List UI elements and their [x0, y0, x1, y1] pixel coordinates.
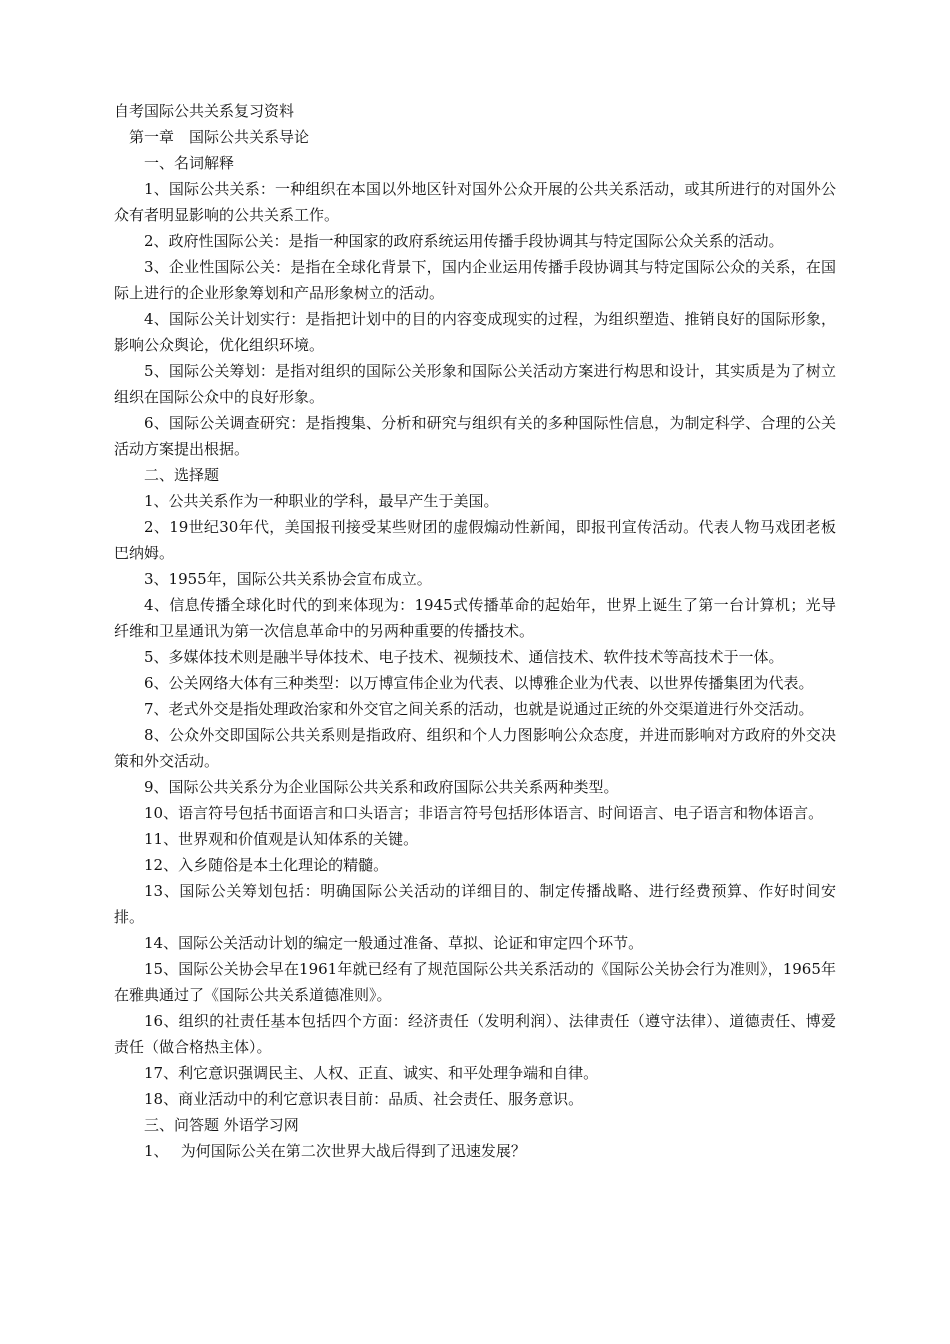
definition-item: 4、国际公关计划实行：是指把计划中的目的内容变成现实的过程，为组织塑造、推销良好的国际形象，影响公众舆论，优化组织环境。 — [114, 310, 836, 354]
choice-item: 13、国际公关筹划包括：明确国际公关活动的详细目的、制定传播战略、进行经费预算、作好时间安排。 — [114, 882, 836, 926]
choice-item: 7、老式外交是指处理政治家和外交官之间关系的活动，也就是说通过正统的外交渠道进行外交活动。 — [144, 700, 814, 718]
choice-item: 10、语言符号包括书面语言和口头语言；非语言符号包括形体语言、时间语言、电子语言和物体语言。 — [144, 804, 824, 822]
choice-item: 6、公关网络大体有三种类型：以万博宣伟企业为代表、以博雅企业为代表、以世界传播集团为代表。 — [144, 674, 814, 692]
choice-item: 15、国际公关协会早在1961年就已经有了规范国际公共关系活动的《国际公关协会行为准则》，1965年在雅典通过了《国际公共关系道德准则》。 — [114, 960, 836, 1004]
choice-item: 9、国际公共关系分为企业国际公共关系和政府国际公共关系两种类型。 — [144, 778, 619, 796]
definition-item: 1、国际公共关系：一种组织在本国以外地区针对国外公众开展的公共关系活动，或其所进行的对国外公众有者明显影响的公共关系工作。 — [114, 180, 836, 224]
choice-item: 1、公共关系作为一种职业的学科，最早产生于美国。 — [144, 492, 499, 510]
choice-item: 17、利它意识强调民主、人权、正直、诚实、和平处理争端和自律。 — [144, 1064, 599, 1082]
definition-item: 3、企业性国际公关：是指在全球化背景下，国内企业运用传播手段协调其与特定国际公众的关系，在国际上进行的企业形象筹划和产品形象树立的活动。 — [114, 258, 836, 302]
choice-item: 2、19世纪30年代，美国报刊接受某些财团的虚假煽动性新闻，即报刊宣传活动。代表人物马戏团老板巴纳姆。 — [114, 518, 836, 562]
choice-item: 5、多媒体技术则是融半导体技术、电子技术、视频技术、通信技术、软件技术等高技术于一体。 — [144, 648, 784, 666]
section-heading-questions: 三、问答题 外语学习网 — [144, 1116, 299, 1134]
document-body — [114, 98, 836, 1164]
document-title: 自考国际公共关系复习资料 — [114, 102, 295, 120]
section-heading-choices: 二、选择题 — [144, 466, 220, 484]
definition-item: 6、国际公关调查研究：是指搜集、分析和研究与组织有关的多种国际性信息，为制定科学、合理的公关活动方案提出根据。 — [114, 414, 836, 458]
choice-item: 11、世界观和价值观是认知体系的关键。 — [144, 830, 419, 848]
choice-item: 8、公众外交即国际公共关系则是指政府、组织和个人力图影响公众态度，并进而影响对方政府的外交决策和外交活动。 — [114, 726, 836, 770]
chapter-heading: 第一章 国际公共关系导论 — [129, 128, 310, 146]
choice-item: 4、信息传播全球化时代的到来体现为：1945式传播革命的起始年，世界上诞生了第一台计算机；光导纤维和卫星通讯为第一次信息革命中的另两种重要的传播技术。 — [114, 596, 836, 640]
choice-item: 18、商业活动中的利它意识表目前：品质、社会责任、服务意识。 — [144, 1090, 584, 1108]
choice-item: 14、国际公关活动计划的编定一般通过准备、草拟、论证和审定四个环节。 — [144, 934, 644, 952]
definition-item: 5、国际公关筹划：是指对组织的国际公关形象和国际公关活动方案进行构思和设计，其实质是为了树立组织在国际公众中的良好形象。 — [114, 362, 836, 406]
choice-item: 12、入乡随俗是本土化理论的精髓。 — [144, 856, 389, 874]
section-heading-definitions: 一、名词解释 — [144, 154, 235, 172]
question-item: 1、 为何国际公关在第二次世界大战后得到了迅速发展？ — [144, 1142, 526, 1160]
choice-item: 16、组织的社责任基本包括四个方面：经济责任（发明利润）、法律责任（遵守法律）、道德责任、博爱责任（做合格热主体）。 — [114, 1012, 836, 1056]
definition-item: 2、政府性国际公关：是指一种国家的政府系统运用传播手段协调其与特定国际公众关系的活动。 — [144, 232, 784, 250]
choice-item: 3、1955年，国际公共关系协会宣布成立。 — [144, 570, 432, 588]
